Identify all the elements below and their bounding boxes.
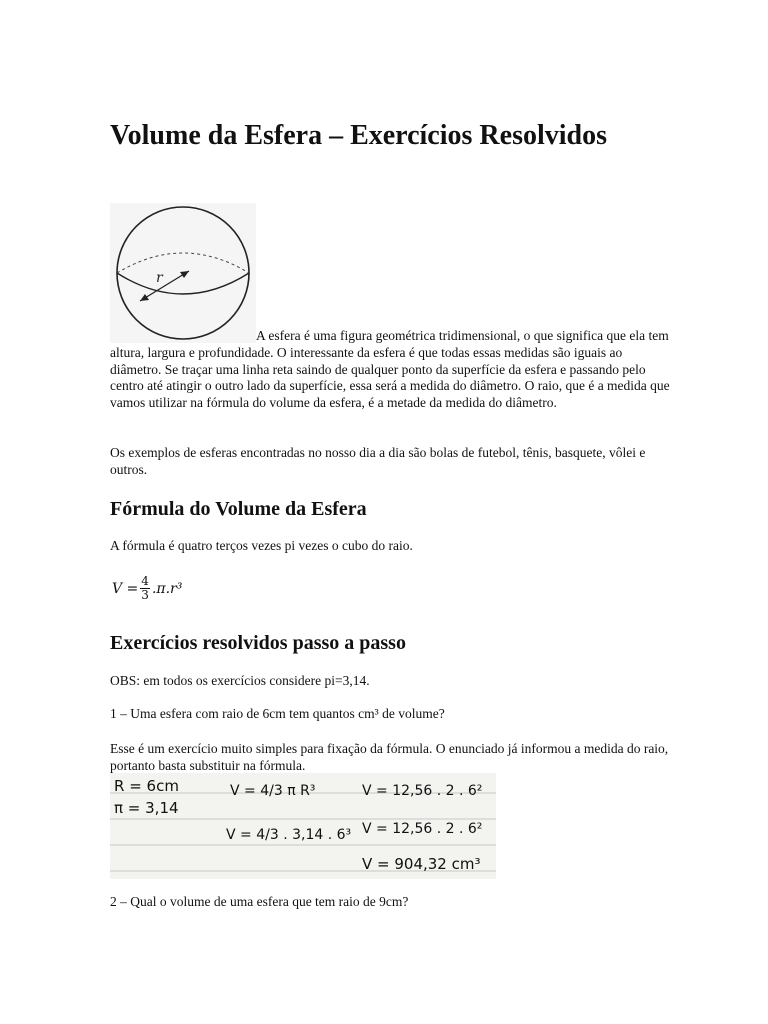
sphere-drawing — [110, 203, 256, 343]
handwritten-solution-image — [110, 773, 496, 879]
formula-rhs: .π.r³ — [151, 580, 183, 597]
volume-formula — [112, 575, 182, 602]
solution-drawing — [110, 773, 496, 879]
solution-step-4: V = 12,56 . 2 . 6² — [362, 821, 483, 837]
formula-fraction — [140, 575, 150, 602]
solution-result: V = 904,32 cm³ — [362, 855, 481, 873]
fraction-denominator: 3 — [141, 588, 149, 602]
exercises-heading: Exercícios resolvidos passo a passo — [110, 632, 406, 654]
fraction-numerator: 4 — [141, 574, 149, 588]
solution-step-1: V = 4/3 π R³ — [230, 783, 316, 799]
question-1-explanation: Esse é um exercício muito simples para fixação da fórmula. O enunciado já informou a medida do raio, portanto basta substituir na fórmula. — [110, 741, 669, 773]
question-1: 1 – Uma esfera com raio de 6cm tem quantos cm³ de volume? — [110, 706, 445, 721]
intro-text: A esfera é uma figura geométrica tridimensional, o que significa que ela tem altura, largura e profundidade. O interessante da esfera é que todas essas medidas são iguais ao diâmetro. Se traçar uma linha reta saindo de qualquer ponto da superfície da esfera e passando pelo centro até atingir o outro lado da superfície, essa será a medida do diâmetro. O raio, que é a medida que vamos utilizar na fórmula do volume da esfera, é a metade da medida do diâmetro. — [110, 328, 670, 411]
formula-heading: Fórmula do Volume da Esfera — [110, 498, 367, 520]
solution-step-2: V = 4/3 . 3,14 . 6³ — [226, 827, 352, 843]
solution-step-3: V = 12,56 . 2 . 6² — [362, 783, 483, 799]
radius-label: r — [156, 270, 163, 286]
formula-description: A fórmula é quatro terços vezes pi vezes o cubo do raio. — [110, 538, 413, 553]
page-title: Volume da Esfera – Exercícios Resolvidos — [110, 120, 607, 151]
intro-paragraph — [110, 328, 670, 412]
pi-value: π = 3,14 — [114, 799, 179, 817]
sphere-illustration — [110, 203, 256, 343]
obs-note: OBS: em todos os exercícios considere pi=3,14. — [110, 673, 370, 688]
radius-value: R = 6cm — [114, 777, 179, 795]
question-2: 2 – Qual o volume de uma esfera que tem raio de 9cm? — [110, 894, 409, 909]
examples-paragraph: Os exemplos de esferas encontradas no nosso dia a dia são bolas de futebol, tênis, basquete, vôlei e outros. — [110, 445, 646, 477]
formula-lhs: V = — [112, 580, 139, 597]
